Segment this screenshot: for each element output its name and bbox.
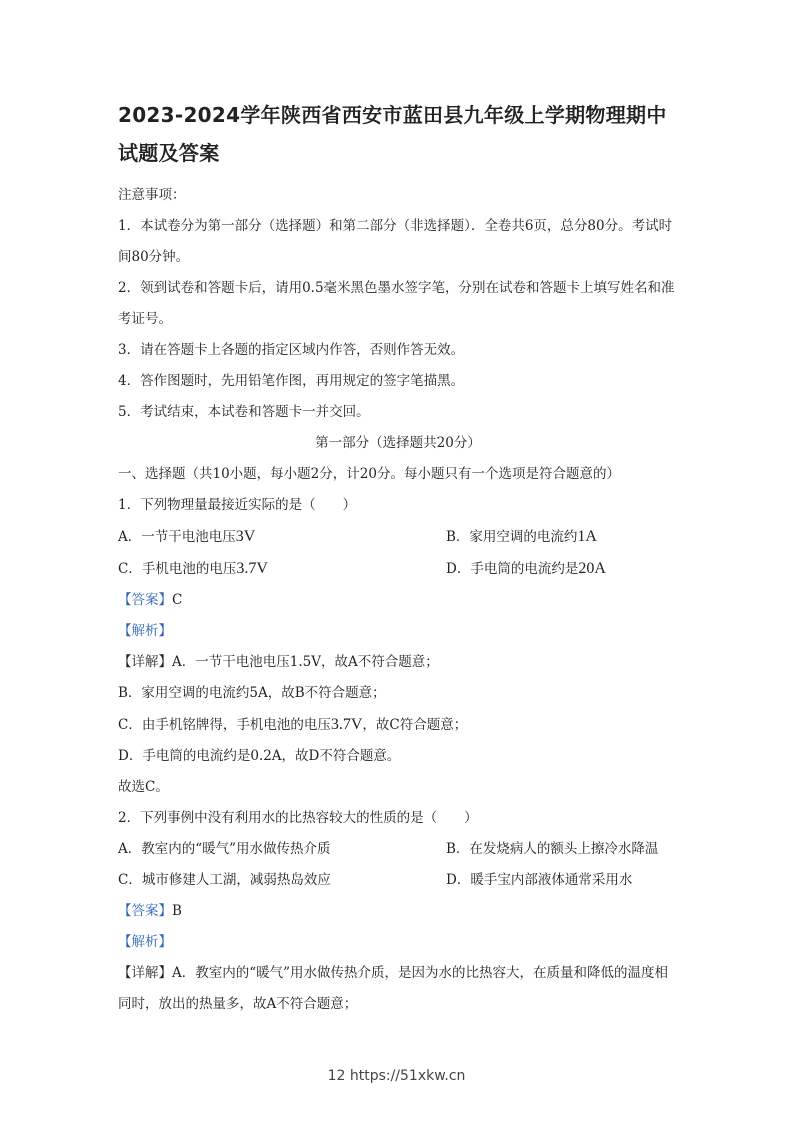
- page-footer: [0, 1068, 793, 1084]
- page-number: 12: [327, 1068, 346, 1084]
- notice-item-4: 4．答作图题时，先用铅笔作图，再用规定的签字笔描黑。: [118, 373, 465, 389]
- part1-heading: 第一部分（选择题共20分）: [315, 435, 481, 451]
- q1-option-b-value: 1A: [577, 528, 597, 545]
- document-title: [118, 96, 678, 172]
- q1-options-row-2: [118, 553, 678, 585]
- notice-item-3: 3．请在答题卡上各题的指定区域内作答，否则作答无效。: [118, 342, 465, 358]
- q1-option-a: A．一节干电池电压3V: [118, 528, 256, 545]
- q1-detail-c: C．由手机铭牌得，手机电池的电压3.7V，故C符合题意；: [118, 716, 468, 733]
- q2-analysis-tag: 【解析】: [118, 934, 172, 950]
- q1-analysis: [118, 616, 678, 647]
- q2-options-row-2: [118, 865, 678, 896]
- q1-option-d-value: 20A: [578, 560, 606, 577]
- q2-option-a: A．教室内的“暖气”用水做传热介质: [118, 841, 331, 857]
- q1-options-row-1: [118, 521, 678, 553]
- q1-detail-tag: 【详解】: [118, 654, 172, 670]
- notice-item-5: 5．考试结束，本试卷和答题卡一并交回。: [118, 404, 370, 420]
- q1-option-c: C．手机电池的电压3.7V: [118, 560, 268, 577]
- q1-conclusion: 故选C。: [118, 779, 169, 795]
- q1-option-d: D．手电筒的电流约是20A: [446, 560, 606, 577]
- q1-detail-c-value: 3.7V: [330, 716, 363, 733]
- footer-url[interactable]: https://51xkw.cn: [349, 1068, 466, 1084]
- q1-answer: [118, 585, 678, 616]
- q2-answer: [118, 896, 678, 927]
- q2-option-c: C．城市修建人工湖，减弱热岛效应: [118, 872, 331, 888]
- q2-options-row-1: [118, 834, 678, 865]
- q1-detail-a: 【详解】A．一节干电池电压1.5V，故A不符合题意；: [118, 654, 439, 670]
- notice-item-1: 1．本试卷分为第一部分（选择题）和第二部分（非选择题）．全卷共6页，总分80分。考试时间80分钟。: [118, 218, 673, 265]
- title-line-2: 试题及答案: [118, 141, 220, 165]
- q2-stem: 2．下列事例中没有利用水的比热容较大的性质的是（ ）: [118, 810, 478, 826]
- q1-option-c-value: 3.7V: [236, 560, 268, 577]
- q1-detail-d: D．手电筒的电流约是0.2A，故D不符合题意。: [118, 748, 401, 764]
- section-heading: 一、选择题（共10小题，每小题2分，计20分。每小题只有一个选项是符合题意的）: [118, 466, 620, 482]
- q1-detail-b: B．家用空调的电流约5A，故B不符合题意；: [118, 685, 386, 701]
- q2-option-d: D．暖手宝内部液体通常采用水: [446, 872, 633, 888]
- title-line-1: 2023-2024学年陕西省西安市蓝田县九年级上学期物理期中: [118, 103, 667, 127]
- q2-analysis: [118, 927, 678, 958]
- q1-answer-value: C: [172, 592, 183, 608]
- notice-heading: 注意事项：: [118, 187, 186, 203]
- q2-detail-a: 【详解】A．教室内的“暖气”用水做传热介质，是因为水的比热容大，在质量和降低的温度相同时，放出的热量多，故A不符合题意；: [118, 965, 669, 1012]
- q1-stem: 1．下列物理量最接近实际的是（ ）: [118, 497, 357, 513]
- q1-analysis-tag: 【解析】: [118, 623, 172, 639]
- document-page: [118, 96, 678, 1020]
- q1-option-b: B．家用空调的电流约1A: [446, 528, 597, 545]
- q2-answer-value: B: [172, 903, 182, 919]
- q2-detail-tag: 【详解】: [118, 965, 172, 981]
- notice-item-2: 2．领到试卷和答题卡后，请用0.5毫米黑色墨水签字笔，分别在试卷和答题卡上填写姓名和准考证号。: [118, 280, 675, 327]
- q1-option-a-value: 3V: [235, 528, 256, 545]
- q2-option-b: B．在发烧病人的额头上擦冷水降温: [446, 841, 659, 857]
- q1-answer-tag: 【答案】: [118, 592, 172, 608]
- q2-answer-tag: 【答案】: [118, 903, 172, 919]
